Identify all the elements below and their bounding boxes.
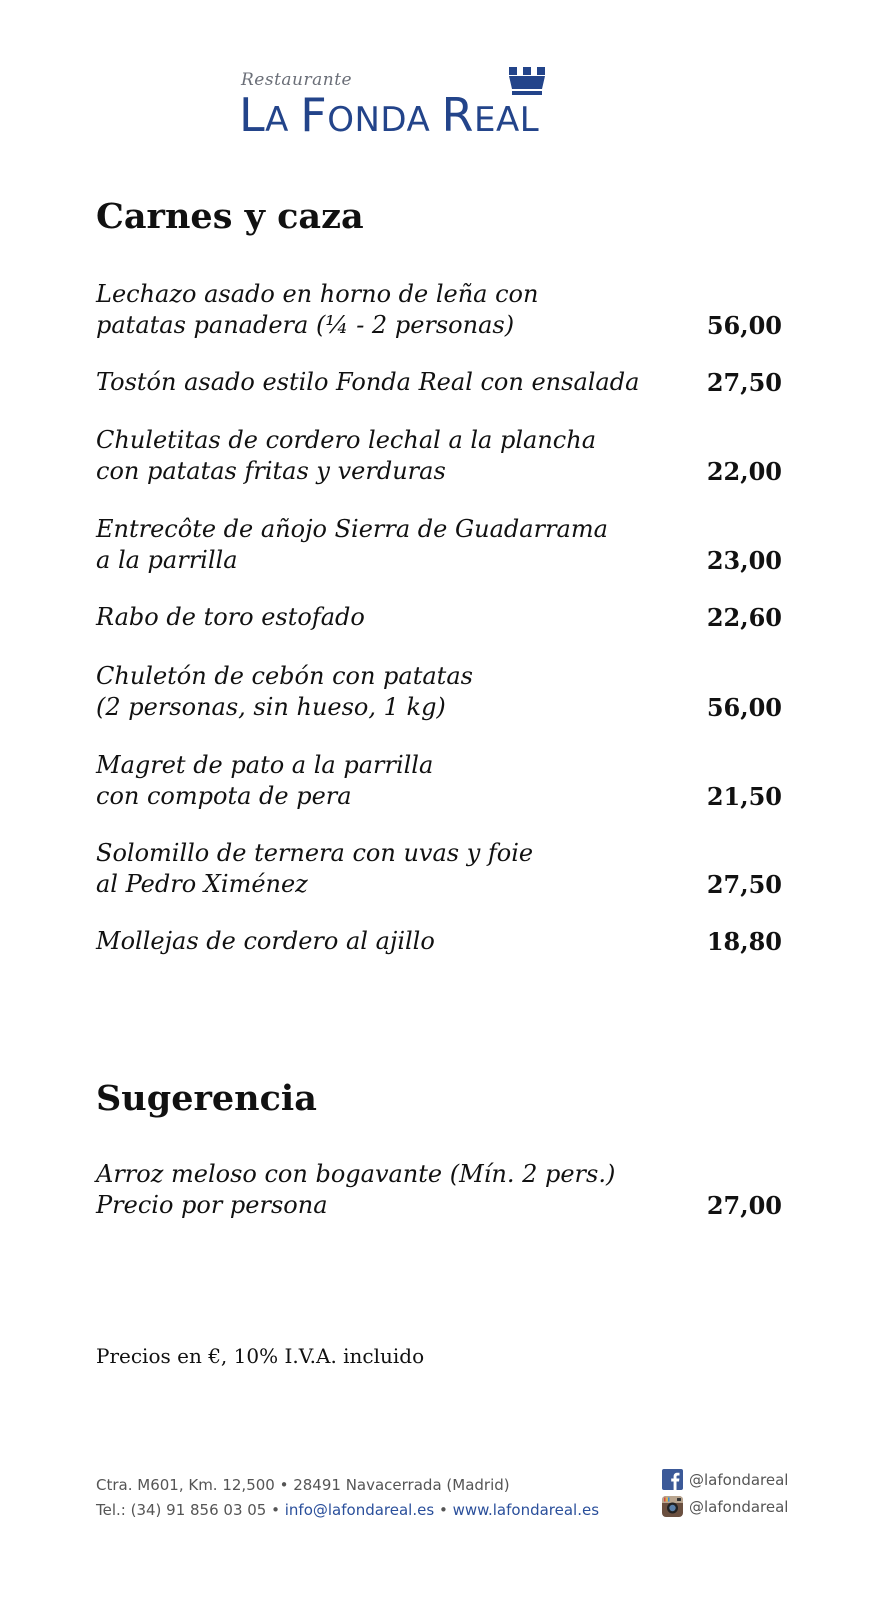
item-price: 56,00 (706, 311, 782, 340)
footer-contact-line (96, 1498, 599, 1523)
item-line: Magret de pato a la parrilla (96, 751, 434, 779)
item-line: con patatas fritas y verduras (96, 457, 446, 485)
item-line: Entrecôte de añojo Sierra de Guadarrama (96, 515, 608, 543)
item-price: 21,50 (706, 782, 782, 811)
item-line: (2 personas, sin hueso, 1 kg) (96, 693, 446, 721)
item-description (96, 750, 782, 812)
item-price: 22,00 (706, 457, 782, 486)
item-description (96, 1159, 782, 1221)
logo-tagline: Restaurante (241, 70, 353, 90)
instagram-icon (662, 1496, 683, 1517)
logo-name-part: F (300, 88, 328, 142)
item-line: Precio por persona (96, 1191, 328, 1219)
logo-name-part: EAL (474, 100, 540, 140)
restaurant-logo (241, 66, 661, 146)
menu-item (96, 514, 782, 576)
item-price: 27,00 (706, 1191, 782, 1220)
menu-item (96, 1159, 782, 1221)
facebook-link[interactable] (662, 1466, 788, 1493)
item-line: patatas panadera (¼ - 2 personas) (96, 311, 515, 339)
item-price: 27,50 (706, 368, 782, 397)
footer-contact (96, 1473, 599, 1523)
logo-name-part: A (265, 100, 301, 140)
item-description (96, 661, 782, 723)
item-description (96, 602, 782, 633)
item-line: Chuletón de cebón con patatas (96, 662, 473, 690)
menu-item (96, 661, 782, 723)
menu-item (96, 602, 782, 633)
item-line: Arroz meloso con bogavante (Mín. 2 pers.) (96, 1160, 616, 1188)
logo-name-part: L (239, 88, 266, 142)
item-description (96, 514, 782, 576)
item-description (96, 838, 782, 900)
logo-name-part: ONDA (327, 100, 442, 140)
item-price: 18,80 (706, 927, 782, 956)
facebook-icon (662, 1469, 683, 1490)
item-line: a la parrilla (96, 546, 238, 574)
footer-address: Ctra. M601, Km. 12,500 • 28491 Navacerrada (Madrid) (96, 1476, 510, 1494)
website-link[interactable]: www.lafondareal.es (452, 1501, 600, 1519)
footer-separator: • (434, 1501, 453, 1519)
item-line: Tostón asado estilo Fonda Real con ensalada (96, 368, 640, 396)
instagram-link[interactable] (662, 1493, 788, 1520)
footer-separator: • (266, 1501, 285, 1519)
item-line: con compota de pera (96, 782, 352, 810)
item-description (96, 279, 782, 341)
item-line: Chuletitas de cordero lechal a la plancha (96, 426, 597, 454)
item-line: Mollejas de cordero al ajillo (96, 927, 435, 955)
section-title-carnes: Carnes y caza (96, 196, 364, 237)
price-note: Precios en €, 10% I.V.A. incluido (96, 1344, 425, 1368)
menu-item (96, 425, 782, 487)
email-link[interactable]: info@lafondareal.es (284, 1501, 435, 1519)
section-title-sugerencia: Sugerencia (96, 1078, 317, 1119)
item-price: 56,00 (706, 693, 782, 722)
social-links (662, 1466, 788, 1520)
restaurant-name (239, 88, 540, 142)
facebook-handle: @lafondareal (689, 1470, 789, 1489)
item-price: 27,50 (706, 870, 782, 899)
menu-item (96, 838, 782, 900)
item-description (96, 425, 782, 487)
item-line: Rabo de toro estofado (96, 603, 365, 631)
item-description (96, 367, 782, 398)
item-line: al Pedro Ximénez (96, 870, 308, 898)
item-line: Solomillo de ternera con uvas y foie (96, 839, 534, 867)
instagram-handle: @lafondareal (689, 1497, 789, 1516)
footer-phone: Tel.: (34) 91 856 03 05 (96, 1501, 267, 1519)
menu-item (96, 750, 782, 812)
logo-name-part: R (441, 88, 475, 142)
item-description (96, 926, 782, 957)
item-line: Lechazo asado en horno de leña con (96, 280, 539, 308)
item-price: 22,60 (706, 603, 782, 632)
item-price: 23,00 (706, 546, 782, 575)
menu-item (96, 926, 782, 957)
menu-item (96, 279, 782, 341)
menu-item (96, 367, 782, 398)
